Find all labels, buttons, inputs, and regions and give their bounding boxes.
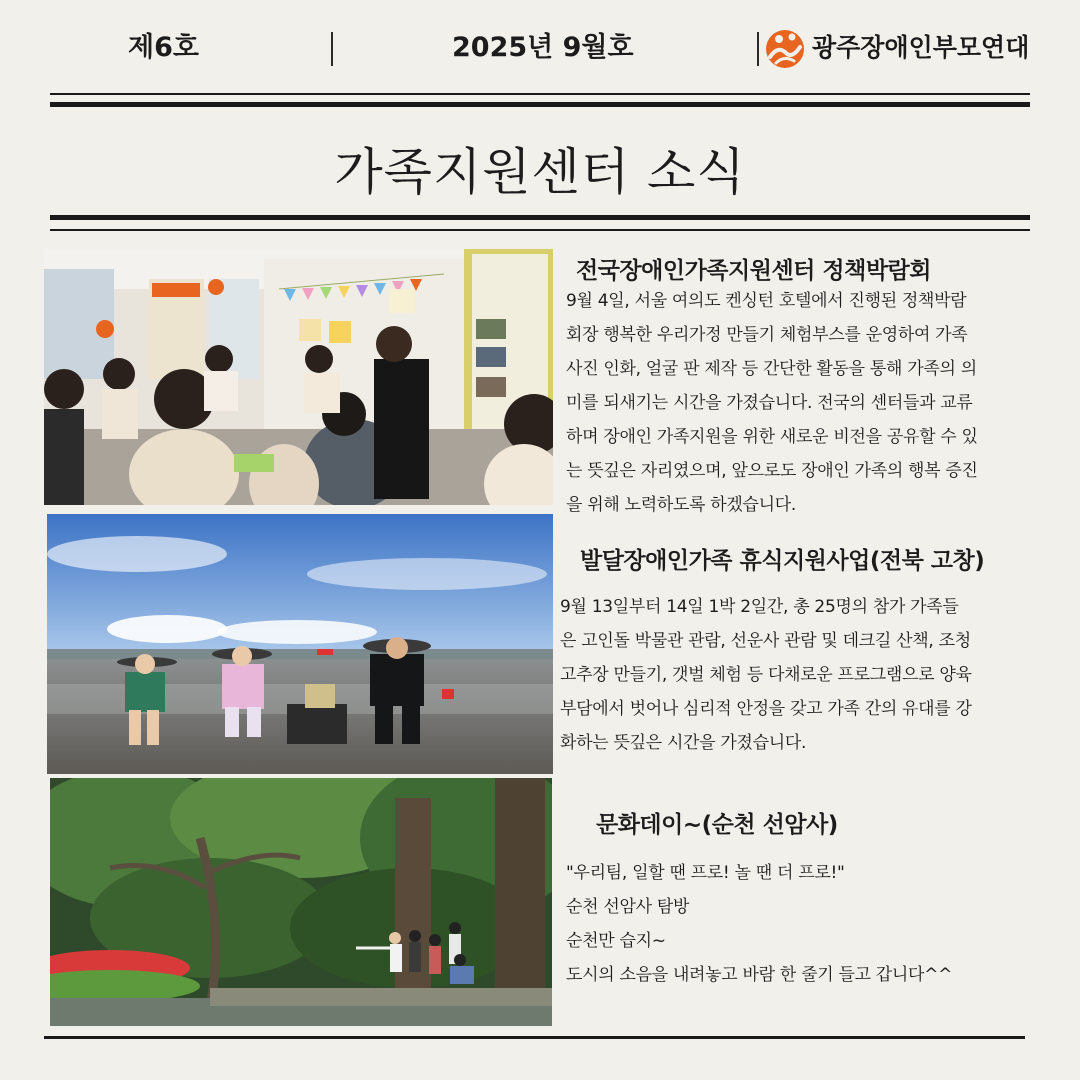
org-logo-icon — [762, 27, 808, 69]
rule-divider — [50, 215, 1030, 220]
section-body — [560, 590, 972, 760]
body-line: 고추장 만들기, 갯벌 체험 등 다채로운 프로그램으로 양육 — [560, 665, 972, 685]
body-line: 은 고인돌 박물관 관람, 선운사 관람 및 데크길 산책, 조청 — [560, 631, 971, 651]
rule-divider — [50, 229, 1030, 231]
body-line: "우리팀, 일할 땐 프로! 놀 땐 더 프로!" — [566, 863, 845, 883]
body-line: 화하는 뜻깊은 시간을 가졌습니다. — [560, 733, 807, 753]
body-line: 순천만 습지~ — [566, 931, 666, 951]
rule-divider — [50, 102, 1030, 107]
body-line: 하며 장애인 가족지원을 위한 새로운 비전을 공유할 수 있 — [566, 427, 978, 447]
body-line: 회장 행복한 우리가정 만들기 체험부스를 운영하여 가족 — [566, 325, 968, 345]
page-title: 가족지원센터 소식 — [334, 143, 746, 201]
section-title: 전국장애인가족지원센터 정책박람회 — [576, 258, 931, 284]
rule-divider — [50, 93, 1030, 95]
body-line: 는 뜻깊은 자리였으며, 앞으로도 장애인 가족의 행복 증진 — [566, 461, 978, 481]
body-line: 미를 되새기는 시간을 가졌습니다. 전국의 센터들과 교류 — [566, 393, 973, 413]
body-line: 9월 4일, 서울 여의도 켄싱턴 호텔에서 진행된 정책박람 — [566, 291, 967, 311]
body-line: 9월 13일부터 14일 1박 2일간, 총 25명의 참가 가족들 — [560, 597, 959, 617]
section-title: 문화데이~(순천 선암사) — [596, 812, 838, 838]
photo-policy-fair — [44, 249, 553, 505]
header-divider — [331, 32, 333, 66]
rule-divider — [44, 1036, 1025, 1039]
issue-number: 제6호 — [128, 32, 199, 63]
header-divider — [757, 32, 759, 66]
section-body — [566, 284, 978, 522]
issue-date: 2025년 9월호 — [452, 32, 634, 63]
section-title: 발달장애인가족 휴식지원사업(전북 고창) — [580, 548, 985, 574]
body-line: 순천 선암사 탐방 — [566, 897, 690, 917]
org-name: 광주장애인부모연대 — [812, 33, 1030, 62]
body-line: 부담에서 벗어나 심리적 안정을 갖고 가족 간의 유대를 강 — [560, 699, 972, 719]
photo-seonamsa-forest — [50, 778, 552, 1026]
section-body — [566, 856, 952, 992]
body-line: 도시의 소음을 내려놓고 바람 한 줄기 들고 갑니다^^ — [566, 965, 953, 985]
photo-tidal-flat — [47, 514, 553, 774]
body-line: 을 위해 노력하도록 하겠습니다. — [566, 495, 797, 515]
body-line: 사진 인화, 얼굴 판 제작 등 간단한 활동을 통해 가족의 의 — [566, 359, 977, 379]
